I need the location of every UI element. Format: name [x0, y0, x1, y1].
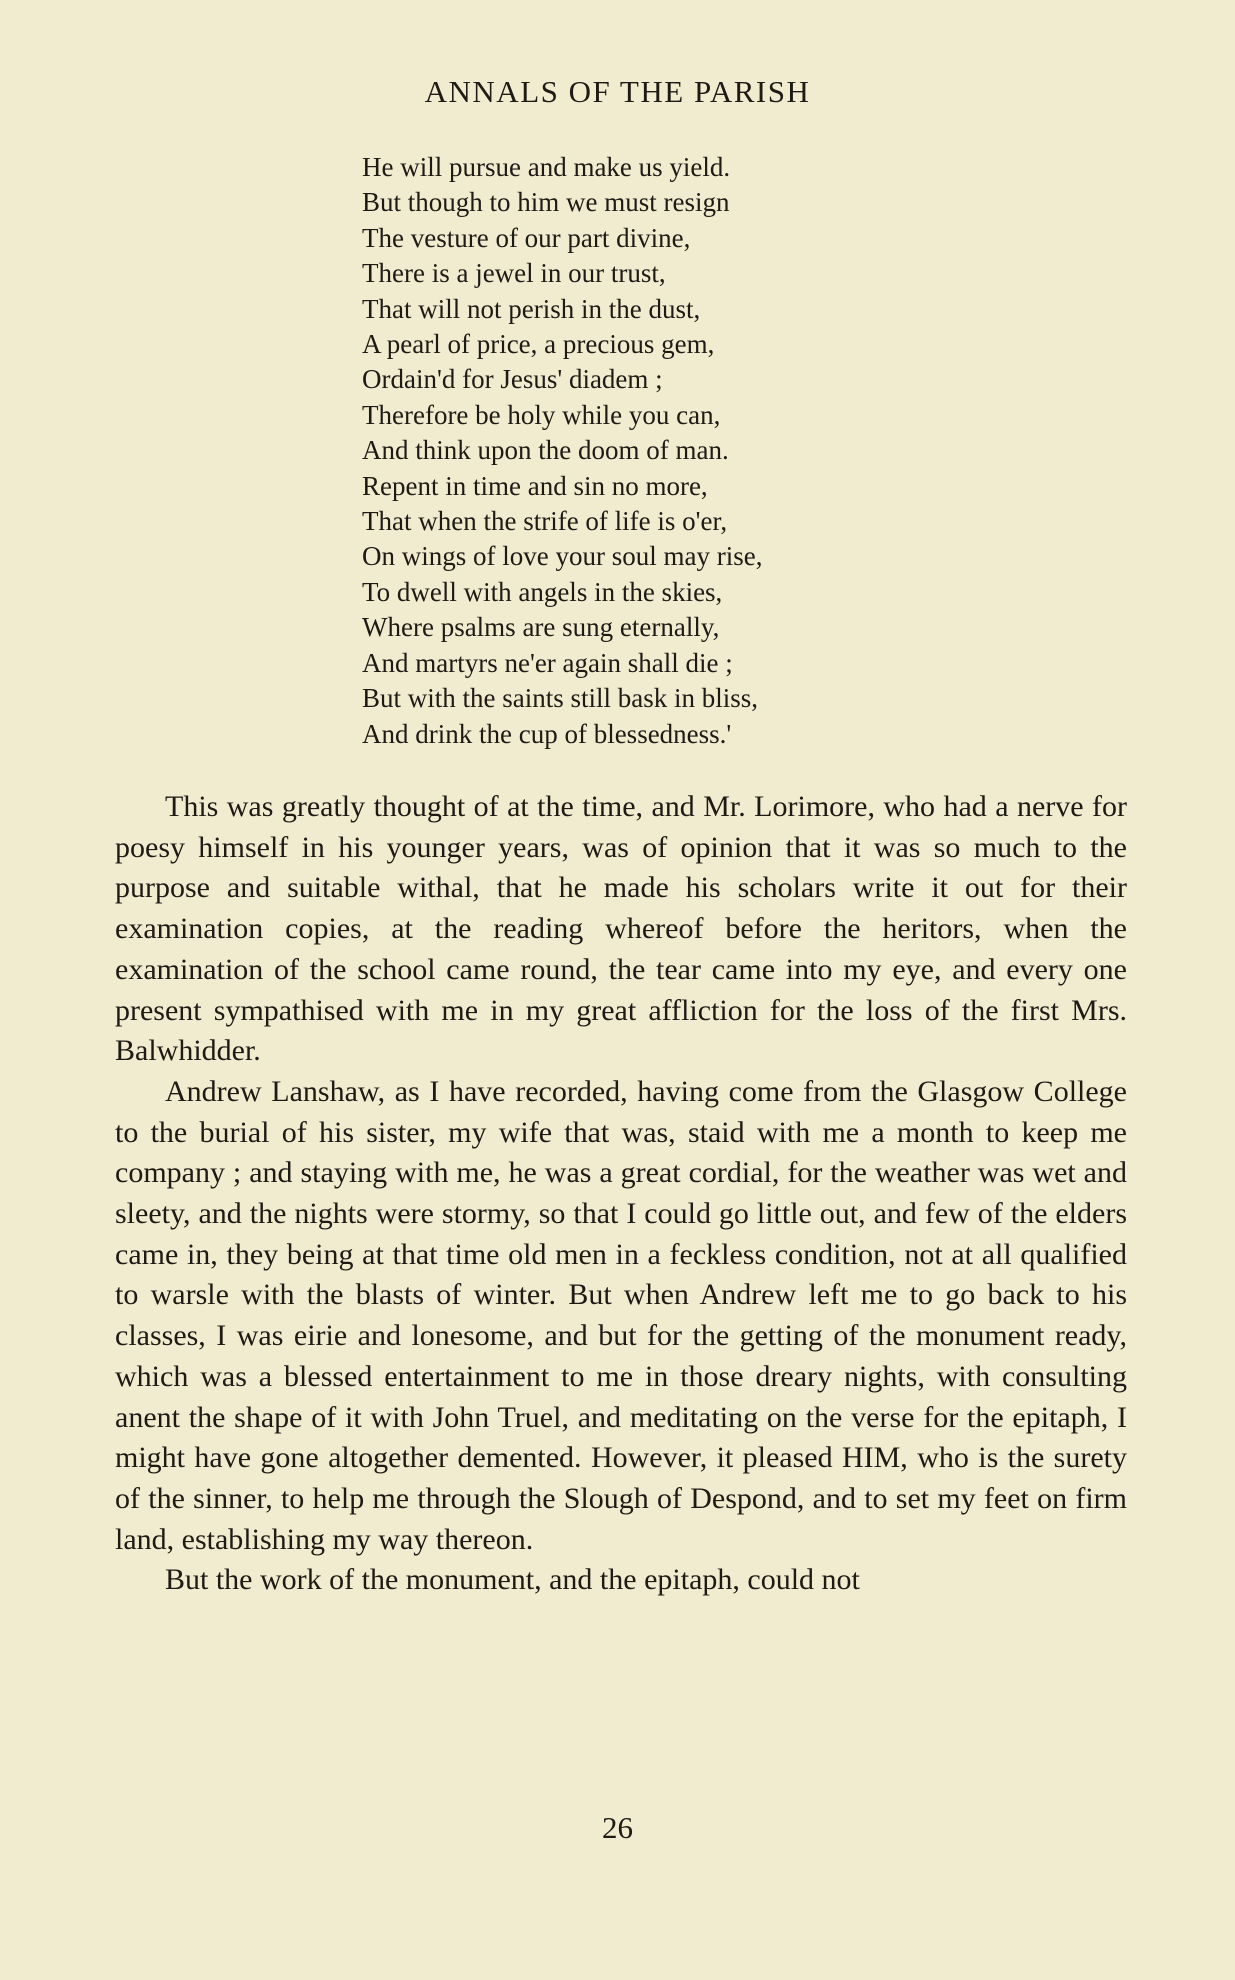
poem-line: Ordain'd for Jesus' diadem ; [362, 364, 663, 395]
poem-line: Therefore be holy while you can, [362, 399, 721, 430]
poem-line: The vesture of our part divine, [362, 222, 691, 253]
poem-line: And think upon the doom of man. [362, 435, 729, 466]
poem-line: There is a jewel in our trust, [362, 258, 666, 289]
poem-line: To dwell with angels in the skies, [362, 576, 723, 607]
poem-line: Repent in time and sin no more, [362, 470, 708, 501]
poem-line: And martyrs ne'er again shall die ; [362, 647, 733, 678]
poem-line: That when the strife of life is o'er, [362, 506, 728, 537]
body-text [115, 787, 1127, 1601]
poem-line: Where psalms are sung eternally, [362, 612, 720, 643]
paragraph: But the work of the monument, and the epitaph, could not [165, 1563, 860, 1597]
paragraph: Andrew Lanshaw, as I have recorded, having come from the Glasgow College to the burial of his sister, my wife that was, staid with me a month to keep me company ; and staying with me, he was a great cordial, for the weather was wet and sleety, and the nights were stormy, so that I could go little out, and few of the elders came in, they being at that time old men in a feckless condition, not at all qualified to warsle with the blasts of winter. But when Andrew left me to go back to his classes, I was eirie and lonesome, and but for the getting of the monument ready, which was a blessed entertainment to me in those dreary nights, with consulting anent the shape of it with John Truel, and meditating on the verse for the epitaph, I might have gone altogether demented. However, it pleased HIM, who is the surety of the sinner, to help me through the Slough of Despond, and to set my feet on firm land, establishing my way thereon. [115, 1074, 1127, 1556]
running-head: ANNALS OF THE PARISH [424, 74, 811, 109]
poem-line: But with the saints still bask in bliss, [362, 683, 759, 714]
poem-line: And drink the cup of blessedness.' [362, 718, 732, 749]
epitaph-poem [362, 150, 762, 752]
poem-line: But though to him we must resign [362, 187, 730, 218]
page-number: 26 [602, 1810, 633, 1845]
poem-line: That will not perish in the dust, [362, 293, 701, 324]
poem-line: He will pursue and make us yield. [362, 152, 731, 182]
poem-line: A pearl of price, a precious gem, [362, 329, 715, 360]
paragraph: This was greatly thought of at the time, and Mr. Lorimore, who had a nerve for poesy himself in his younger years, was of opinion that it was so much to the purpose and suitable withal, that he made his scholars write it out for their examination copies, at the reading whereof before the heritors, when the examination of the school came round, the tear came into my eye, and every one present sympathised with me in my great affliction for the loss of the first Mrs. Balwhidder. [115, 790, 1127, 1068]
poem-line: On wings of love your soul may rise, [362, 541, 763, 572]
